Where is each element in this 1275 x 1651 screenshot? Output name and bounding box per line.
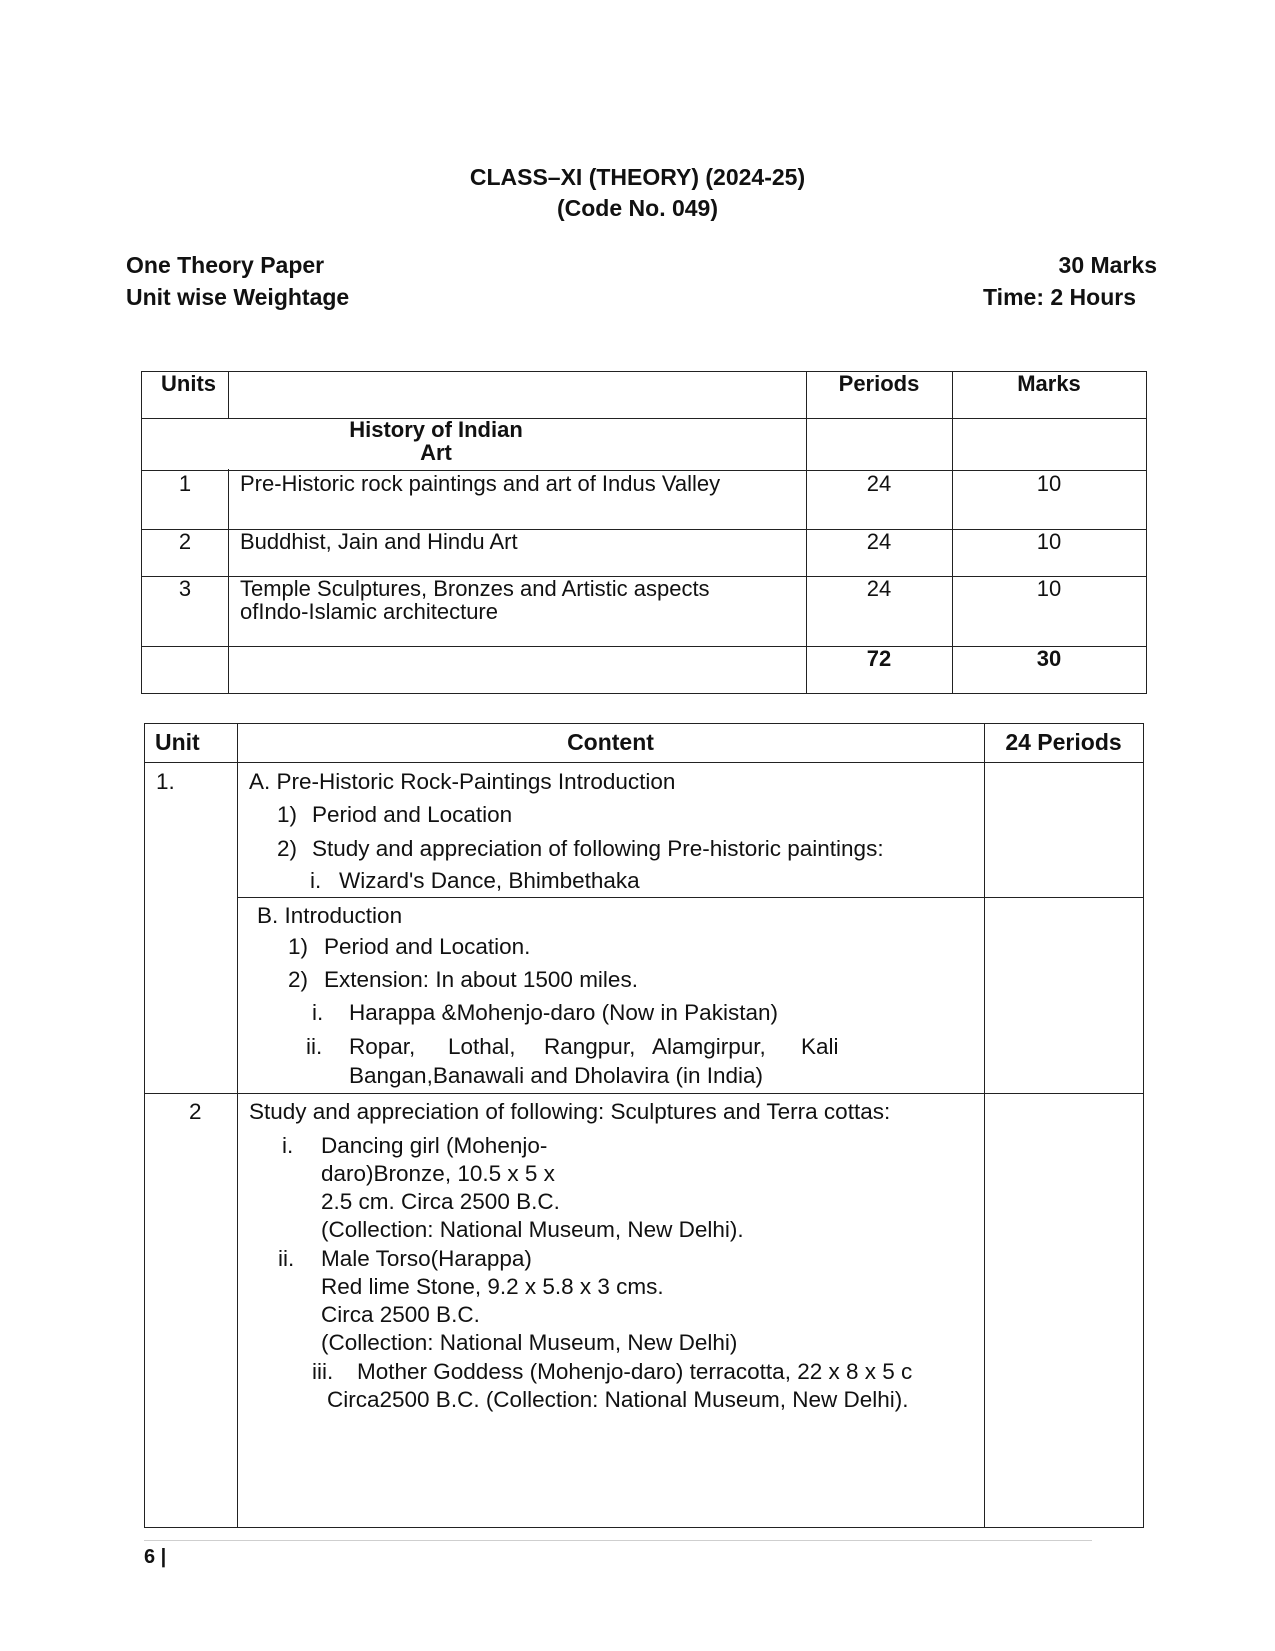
row-marks: 10 <box>1036 576 1062 601</box>
header-unit: Unit <box>155 729 200 755</box>
total-marks-value: 30 <box>1036 646 1062 671</box>
row-marks: 10 <box>1036 471 1062 496</box>
time-duration: Time: 2 Hours <box>983 284 1136 310</box>
list-item: Male Torso(Harappa) Red lime Stone, 9.2 x 5.8 x 3 cms. Circa 2500 B.C. (Collection: National Museum, New Delhi) <box>321 1246 738 1355</box>
section-title: History of Indian Art <box>349 417 523 465</box>
list-item: Period and Location. <box>324 934 531 959</box>
part-a-title: A. Pre-Historic Rock-Paintings Introduction <box>249 769 676 794</box>
header-content: Content <box>567 729 654 755</box>
header-marks: Marks <box>1017 371 1081 396</box>
list-item: Bangan,Banawali and Dholavira (in India) <box>349 1063 764 1088</box>
code-number: (Code No. 049) <box>556 195 719 221</box>
total-marks: 30 Marks <box>1058 252 1157 278</box>
list-item: Wizard's Dance, Bhimbethaka <box>339 868 640 893</box>
list-item: Mother Goddess (Mohenjo-daro) terracotta, 22 x 8 x 5 c <box>357 1359 913 1384</box>
unit-2-intro: Study and appreciation of following: Sculptures and Terra cottas: <box>249 1099 891 1124</box>
unit-1-label: 1. <box>156 769 175 794</box>
weightage-label: Unit wise Weightage <box>126 284 350 310</box>
list-item: Dancing girl (Mohenjo- daro)Bronze, 10.5 x 5 x 2.5 cm. Circa 2500 B.C. (Collection: National Museum, New Delhi). <box>321 1133 744 1242</box>
list-item: Period and Location <box>312 802 513 827</box>
header-units: Units <box>161 371 216 396</box>
list-item-word: Ropar, <box>349 1034 416 1059</box>
list-item-word: Rangpur, <box>544 1034 636 1059</box>
list-item: Study and appreciation of following Pre-historic paintings: <box>312 836 884 861</box>
list-item-word: Lothal, <box>448 1034 516 1059</box>
row-title: Buddhist, Jain and Hindu Art <box>240 529 518 554</box>
row-periods: 24 <box>866 576 892 601</box>
list-item: Extension: In about 1500 miles. <box>324 967 638 992</box>
list-number: ii. <box>306 1034 323 1059</box>
list-item-word: Kali <box>801 1034 839 1059</box>
row-periods: 24 <box>866 529 892 554</box>
row-marks: 10 <box>1036 529 1062 554</box>
header-periods: Periods <box>838 371 920 396</box>
paper-label: One Theory Paper <box>126 252 325 278</box>
list-number: i. <box>310 868 322 893</box>
list-number: ii. <box>278 1246 295 1271</box>
list-item: Circa2500 B.C. (Collection: National Museum, New Delhi). <box>327 1387 909 1412</box>
list-number: 1) <box>288 934 309 959</box>
list-number: 1) <box>277 802 298 827</box>
row-unit: 3 <box>178 576 192 601</box>
document-title: CLASS–XI (THEORY) (2024-25) <box>469 164 806 190</box>
part-b-title: B. Introduction <box>257 903 403 928</box>
unit-2-label: 2 <box>189 1099 202 1124</box>
content-table <box>144 723 1144 1528</box>
list-number: iii. <box>312 1359 334 1384</box>
list-number: i. <box>282 1133 294 1158</box>
row-title: Temple Sculptures, Bronzes and Artistic aspects ofIndo-Islamic architecture <box>240 576 710 624</box>
total-periods: 72 <box>866 646 892 671</box>
list-number: i. <box>312 1000 324 1025</box>
row-unit: 1 <box>178 471 192 496</box>
list-number: 2) <box>277 836 298 861</box>
list-item: Harappa &Mohenjo-daro (Now in Pakistan) <box>349 1000 778 1025</box>
list-number: 2) <box>288 967 309 992</box>
row-periods: 24 <box>866 471 892 496</box>
footer-rule <box>144 1540 1092 1541</box>
list-item-word: Alamgirpur, <box>652 1034 766 1059</box>
row-unit: 2 <box>178 529 192 554</box>
row-title: Pre-Historic rock paintings and art of Indus Valley <box>240 471 721 496</box>
page-number: 6 | <box>144 1546 167 1568</box>
weightage-table <box>141 371 1147 694</box>
header-periods: 24 Periods <box>1005 729 1122 755</box>
